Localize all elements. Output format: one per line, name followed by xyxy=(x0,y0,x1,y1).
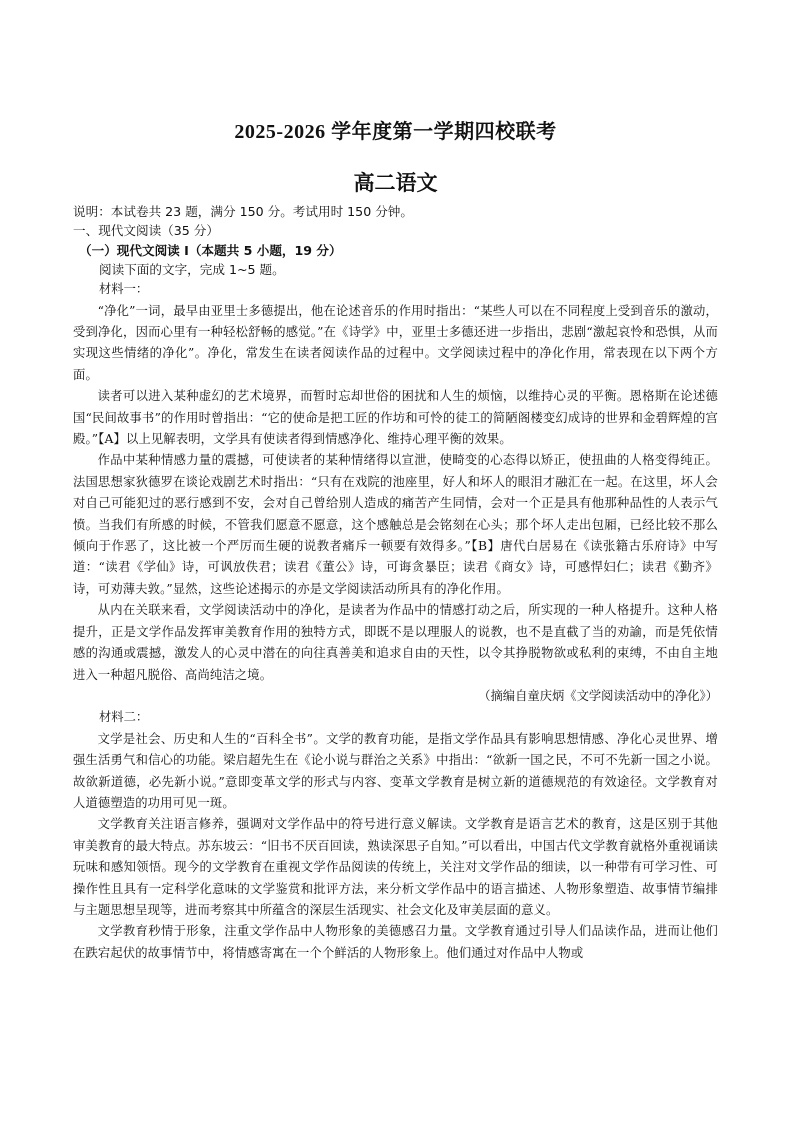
material-two xyxy=(73,707,718,964)
section-heading: 一、现代文阅读（35 分） xyxy=(73,223,219,239)
subsection-heading: （一）现代文阅读 I（本题共 5 小题，19 分） xyxy=(79,242,342,258)
material-one-paragraph: 作品中某种情感力量的震撼，可使读者的某种情绪得以宣泄，使畸变的心态得以矫正，使扭曲的人格变得纯正。法国思想家狄德罗在谈论戏剧艺术时指出：“只有在戏院的池座里，好人和坏人的眼泪才融汇在一起。在这里，坏人会对自己可能犯过的恶行感到不安，会对自己曾给别人造成的痛苦产生同情，会对一个正是具有他那种品性的人表示气愤。当我们有所感的时候，不管我们愿意不愿意，这个感触总是会铭刻在心头；那个坏人走出包厢，已经比较不那么倾向于作恶了，这比被一个严厉而生硬的说教者痛斥一顿要有效得多。”【B】唐代白居易在《读张籍古乐府诗》中写道：“读君《学仙》诗，可讽放佚君；读君《董公》诗，可诲贪暴臣；读君《商女》诗，可感悍妇仁；读君《勤齐》诗，可劝薄夫敦。”显然，这些论述揭示的亦是文学阅读活动所具有的净化作用。 xyxy=(73,453,718,596)
material-two-paragraph: 文学教育秒情于形象，注重文学作品中人物形象的美德感召力量。文学教育通过引导人们品读作品，进而让他们在跌宕起伏的故事情节中，将情感寄寓在一个个鲜活的人物形象上。他们通过对作品中人物或 xyxy=(73,924,718,960)
material-two-label: 材料二： xyxy=(99,710,149,725)
exam-instructions: 说明：本试卷共 23 题，满分 150 分。考试用时 150 分钟。 xyxy=(73,204,413,219)
subject-title: 高二语文 xyxy=(353,171,438,195)
material-one xyxy=(73,279,718,707)
material-one-paragraph: 从内在关联来看，文学阅读活动中的净化，是读者为作品中的情感打动之后，所实现的一种人格提升。这种人格提升，正是文学作品发挥审美教育作用的独特方式，即既不是以理服人的说教，也不是直截了当的劝諭，而是凭依情感的沟通或震撼，激发人的心灵中潜在的向往真善美和追求自由的天性，以令其挣脱物欲或私利的束缚，不由自主地进入一种超凡脱俗、高尚纯洁之境。 xyxy=(73,603,718,682)
material-one-label: 材料一： xyxy=(99,282,149,297)
exam-title: 2025-2026 学年度第一学期四校联考 xyxy=(234,121,557,143)
reading-instruction: 阅读下面的文字，完成 1~5 题。 xyxy=(99,261,285,277)
material-two-paragraph: 文学教育关注语言修养，强调对文学作品中的符号进行意义解读。文学教育是语言艺术的教育，这是区别于其他审美教育的最大特点。苏东坡云：“旧书不厌百回读，熟读深思子自知。”可以看出，中国古代文学教育就格外重视诵读玩味和感知领悟。现今的文学教育在重视文学作品阅读的传统上，关注对文学作品的细读，以一种带有可学习性、可操作性且具有一定科学化意味的文学鉴赏和批评方法，来分析文学作品中的语言描述、人物形象塑造、故事情节编排与主题思想呈现等，进而考察其中所蕴含的深层生活现实、社会文化及审美层面的意义。 xyxy=(73,817,718,917)
material-one-paragraph: “净化”一词，最早由亚里士多德提出，他在论述音乐的作用时指出：“某些人可以在不同程度上受到音乐的激动，受到净化，因而心里有一种轻松舒畅的感觉。”在《诗学》中，亚里士多德还进一步指出，悲剧“激起哀怜和恐惧，从而实现这些情绪的净化”。净化，常发生在读者阅读作品的过程中。文学阅读过程中的净化作用，常表现在以下两个方面。 xyxy=(73,303,718,382)
material-two-paragraph: 文学是社会、历史和人生的“百科全书”。文学的教育功能，是指文学作品具有影响思想情感、净化心灵世界、增强生活勇气和信心的功能。梁启超先生在《论小说与群治之关系》中指出：“欲新一国之民，不可不先新一国之小说。故欲新道德，必先新小说。”意即变革文学的形式与内容、变革文学教育是树立新的道德规范的有效途径。文学教育对人道德塑造的功用可见一斑。 xyxy=(73,731,718,810)
material-one-source: （摘编自童庆炳《文学阅读活动中的净化》） xyxy=(478,688,718,703)
material-one-paragraph: 读者可以进入某种虚幻的艺术境界，而暂时忘却世俗的困扰和人生的烦恼，以维持心灵的平衡。恩格斯在论述德国“民间故事书”的作用时曾指出：“它的使命是把工匠的作坊和可怜的徒工的简陋阁楼变幻成诗的世界和金碧辉煌的宫殿。”【A】以上见解表明，文学具有使读者得到情感净化、维持心理平衡的效果。 xyxy=(73,389,718,447)
